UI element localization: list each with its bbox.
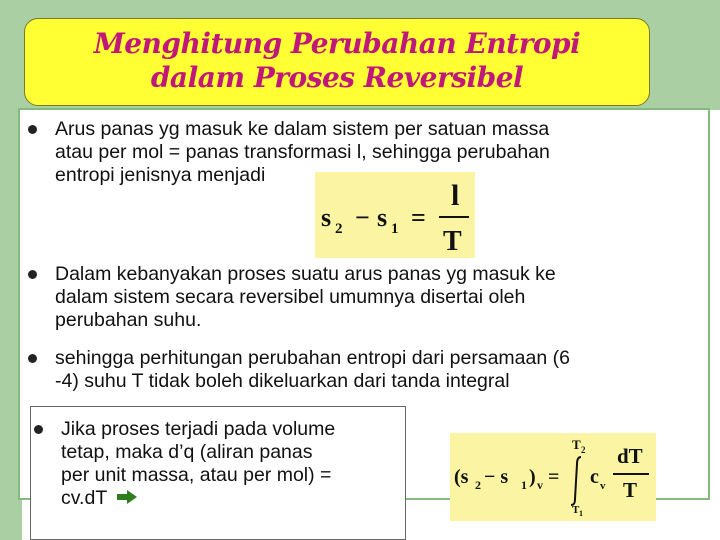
bullet-line: per unit massa, atau per mol) = [61, 464, 332, 486]
formula2-integrand-sub: v [600, 480, 606, 492]
slide-title-box [24, 18, 650, 106]
bullet-line: sehingga perhitungan perubahan entropi dari persamaan (6 [55, 347, 570, 369]
bullet-line: Arus panas yg masuk ke dalam sistem per satuan massa [55, 118, 550, 140]
integral-lower: T [572, 504, 580, 516]
formula2-minus: − s [484, 466, 509, 488]
bullet-line-text: cv.dT [61, 487, 107, 509]
formula-s2: s [321, 203, 332, 232]
bullet-line: Dalam kebanyakan proses suatu arus panas yg masuk ke [55, 263, 556, 285]
formula-sub2: 2 [335, 221, 343, 237]
formula-s1: s [377, 203, 388, 232]
slide-title-line1: Menghitung Perubahan Entropi [93, 27, 581, 60]
integral-upper-sub: 2 [581, 445, 586, 455]
bullet-line: Jika proses terjadi pada volume [61, 418, 336, 440]
slide-title-line2: dalam Proses Reversibel [150, 61, 524, 94]
formula2-integrand: c [590, 466, 599, 488]
formula2-numerator: dT [617, 444, 643, 468]
bullet-dot [28, 270, 37, 279]
bullet-text [55, 347, 570, 393]
bullet-item-4 [34, 418, 402, 538]
integral-sign [571, 457, 581, 505]
formula-sub1: 1 [391, 221, 399, 237]
formula-denominator: T [443, 226, 462, 257]
bullet-dot [28, 125, 37, 134]
bullet-line [61, 487, 335, 510]
bullet-text [61, 418, 335, 510]
formula2-subv: v [537, 478, 543, 492]
bullet-item-3 [28, 347, 698, 395]
bullet-dot [34, 425, 43, 434]
formula2-equals: = [548, 466, 560, 488]
bullet-line: entropi jenisnya menjadi [55, 164, 266, 186]
constant-volume-formula-svg [450, 433, 656, 521]
bullet-text [55, 118, 550, 187]
formula2-denominator: T [623, 478, 638, 502]
formula2-fraction-bar [613, 473, 649, 475]
formula2-lhs-open: (s [454, 466, 469, 488]
formula2-sub2: 2 [475, 478, 481, 492]
formula-numerator: l [451, 179, 460, 212]
bullet-line: tetap, maka d’q (aliran panas [61, 441, 313, 463]
entropy-formula [315, 172, 475, 258]
formula-equals: = [411, 203, 426, 232]
formula2-lhs-close: ) [529, 466, 536, 488]
bullet-line: -4) suhu T tidak boleh dikeluarkan dari tanda integral [55, 370, 510, 392]
bullet-dot [28, 354, 37, 363]
entropy-formula-svg [315, 172, 475, 258]
formula2-sub1: 1 [521, 478, 527, 492]
right-arrow-icon [116, 489, 138, 505]
bullet-line: perubahan suhu. [55, 309, 202, 331]
integral-upper: T [572, 437, 581, 452]
integral-lower-sub: 1 [579, 509, 583, 518]
constant-volume-formula [450, 433, 656, 521]
fraction-bar [439, 216, 469, 218]
bullet-line: dalam sistem secara reversibel umumnya disertai oleh [55, 286, 526, 308]
bullet-line: atau per mol = panas transformasi l, sehingga perubahan [55, 141, 550, 163]
bullet-item-2 [28, 263, 688, 335]
bullet-text [55, 263, 556, 332]
formula-minus: − [355, 203, 370, 232]
